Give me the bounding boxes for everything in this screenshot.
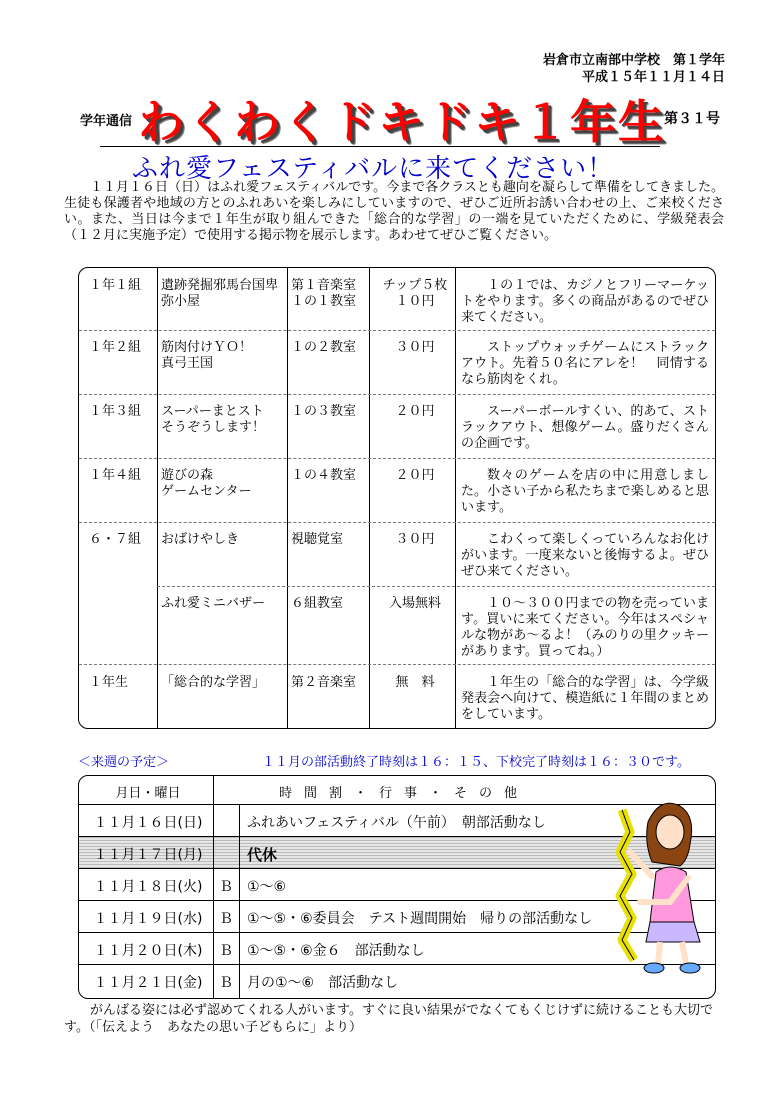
- event-price: チップ５枚 １０円: [382, 278, 448, 309]
- event-row: [79, 458, 715, 523]
- girl-with-streamer-illustration: [600, 792, 710, 982]
- event-place: １の２教室: [291, 340, 357, 355]
- schedule-date: １１月１７日(月): [93, 847, 203, 863]
- issue-number: 第３１号: [664, 111, 720, 127]
- newsletter-title: わくわくドキドキ１年生: [138, 95, 666, 149]
- event-description: １０～３００円までの物を売っています。買いに来てください。今年はスペシャルな物があ～るよ！（みのりの里クッキーがあります。買ってね。）: [461, 596, 709, 659]
- event-subdivider: [157, 586, 715, 587]
- event-place: ６組教室: [291, 596, 344, 611]
- event-name: 遺跡発掘邪馬台国卑弥小屋: [161, 278, 279, 309]
- schedule-date: １１月１６日(日): [93, 815, 203, 831]
- header-date: 月日・曜日: [115, 786, 181, 801]
- schedule-event: ①～⑤・⑥金６ 部活動なし: [247, 943, 425, 959]
- event-row: [79, 394, 715, 459]
- event-row: [79, 330, 715, 395]
- header-events: 時間割・行事・その他: [279, 786, 530, 801]
- event-class: １年４組: [89, 468, 142, 483]
- event-description: １年生の「総合的な学習」は、今学級発表会へ向けて、模造紙に１年間のまとめをしています。: [461, 675, 709, 722]
- event-place: 第１音楽室 １の１教室: [291, 278, 357, 309]
- intro-paragraph: １１月１６日（日）はふれ愛フェスティバルです。今まで各クラスとも趣向を凝らして準備をしてきました。生徒も保護者や地域の方とのふれあいを楽しみにしていますので、ぜひご近所お誘い合わせの上、ご来校ください。また、当日は今まで１年生が取り組んできた「総合的な学習」の一端を見ていただくために、学級発表会（１２月に実施予定）で使用する掲示物を展示します。あわせてぜひご覧ください。: [64, 180, 724, 243]
- event-price: ３０円: [395, 532, 435, 547]
- events-table: [78, 267, 716, 729]
- schedule-event: 月の①～⑥ 部活動なし: [247, 975, 399, 991]
- footer-message: がんばる姿には必ず認めてくれる人がいます。すぐに良い結果がでなくてもくじけずに続けることも大切です。（「伝えよう あなたの思い子どもらに」より）: [64, 1003, 713, 1035]
- event-name: おばけやしき: [161, 532, 240, 547]
- event-name: スーパーまとスト そうぞうします！: [161, 404, 266, 435]
- event-class: ６・７組: [89, 532, 142, 547]
- schedule-col-divider: [239, 804, 240, 998]
- event-price: 入場無料: [388, 596, 441, 611]
- school-info: [543, 52, 725, 86]
- event-row: [79, 522, 715, 586]
- schedule-date: １１月２１日(金): [93, 975, 203, 991]
- headline: ふれ愛フェスティバルに来てください！: [132, 154, 615, 184]
- event-class: １年生: [89, 675, 129, 690]
- event-name: 筋肉付けＹＯ！ 真弓王国: [161, 340, 253, 371]
- event-name: 「総合的な学習」: [161, 675, 266, 690]
- schedule-event: 代休: [247, 846, 278, 864]
- schedule-type: Ｂ: [219, 911, 233, 927]
- event-price: ３０円: [395, 340, 435, 355]
- event-class: １年２組: [89, 340, 142, 355]
- schedule-title: ＜来週の予定＞: [78, 755, 170, 770]
- newsletter-label: 学年通信: [80, 114, 133, 129]
- event-description: ストップウォッチゲームにストラックアウト。先着５０名にアレを！ 同情するなら筋肉をくれ。: [461, 340, 709, 387]
- event-name: 遊びの森 ゲームセンター: [161, 468, 252, 499]
- event-price: ２０円: [395, 404, 435, 419]
- issue-date: 平成１５年１１月１４日: [581, 70, 725, 85]
- school-name: 岩倉市立南部中学校 第１学年: [542, 53, 725, 68]
- event-place: 視聴覚室: [291, 532, 344, 547]
- event-description: 数々のゲームを店の中に用意しました。小さい子から私たちまで楽しめると思います。: [461, 468, 709, 515]
- schedule-type: Ｂ: [219, 975, 233, 991]
- header-divider: [100, 146, 660, 147]
- schedule-type: Ｂ: [219, 879, 233, 895]
- schedule-event: ①～⑥: [247, 879, 287, 895]
- event-class: １年３組: [89, 404, 142, 419]
- schedule-date: １１月２０日(木): [93, 943, 203, 959]
- event-description: こわくって楽しくっていろんなお化けがいます。一度来ないと後悔するよ。ぜひぜひ来てください。: [461, 532, 709, 579]
- event-row: [79, 664, 715, 729]
- event-row: [79, 268, 715, 331]
- schedule-event: ふれあいフェスティバル（午前） 朝部活動なし: [247, 815, 546, 831]
- event-name: ふれ愛ミニバザー: [161, 596, 266, 611]
- schedule-type: Ｂ: [219, 943, 233, 959]
- event-place: １の３教室: [291, 404, 357, 419]
- event-place: 第２音楽室: [291, 675, 357, 690]
- schedule-date: １１月１８日(火): [93, 879, 203, 895]
- schedule-col-divider: [213, 776, 214, 998]
- event-place: １の４教室: [291, 468, 357, 483]
- event-class: １年１組: [89, 278, 142, 293]
- schedule-note: １１月の部活動終了時刻は１６：１５、下校完了時刻は１６：３０です。: [262, 755, 690, 770]
- schedule-event: ①～⑤・⑥委員会 テスト週間開始 帰りの部活動なし: [247, 911, 593, 927]
- event-price: 無 料: [395, 675, 435, 690]
- event-price: ２０円: [395, 468, 435, 483]
- event-row: [79, 586, 715, 664]
- event-description: １の１では、カジノとフリーマーケットをやります。多くの商品があるのでぜひ来てください。: [461, 278, 709, 325]
- schedule-date: １１月１９日(水): [93, 911, 203, 927]
- event-description: スーパーボールすくい、的あて、ストラックアウト、想像ゲーム。盛りだくさんの企画です。: [461, 404, 709, 451]
